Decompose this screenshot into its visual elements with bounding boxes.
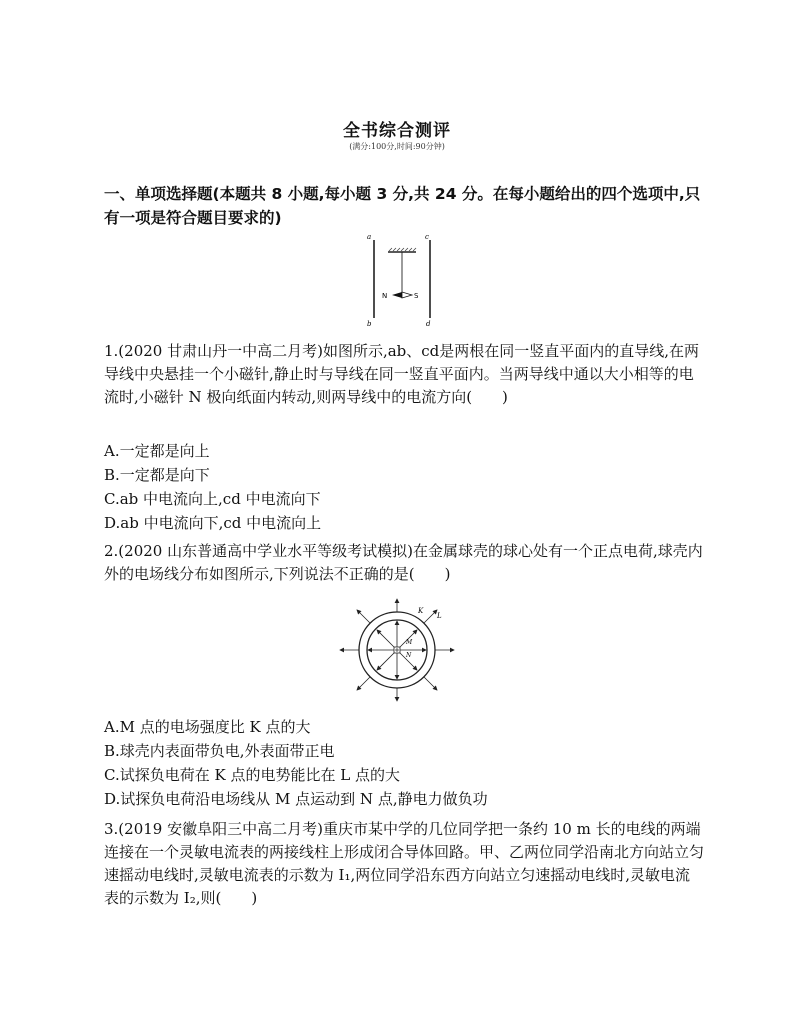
label-a: a — [367, 233, 372, 241]
q1-option-c: C.ab 中电流向上,cd 中电流向下 — [104, 490, 321, 508]
label-n2: N — [406, 652, 412, 659]
label-l: L — [437, 612, 442, 620]
label-d: d — [426, 320, 431, 328]
q1-figure — [362, 230, 442, 330]
question-3-stem: 3.(2019 安徽阜阳三中高二月考)重庆市某中学的几位同学把一条约 10 m 长的电线的两端连接在一个灵敏电流表的两接线柱上形成闭合导体回路。甲、乙两位同学沿南北方向站立匀速摇动电线时,灵敏电流表的示数为 I₁,两位同学沿东西方向站立匀速摇动电线时,灵敏电流表的示数为 I₂,则( ) — [104, 820, 705, 907]
page-subtitle: (满分:100分,时间:90分钟) — [349, 142, 445, 151]
label-k: K — [418, 607, 424, 615]
compass-needle-s — [402, 292, 412, 298]
q2-option-c: C.试探负电荷在 K 点的电势能比在 L 点的大 — [104, 766, 400, 784]
compass-needle-n — [392, 292, 402, 298]
q1-option-a: A.一定都是向上 — [104, 442, 210, 460]
q1-option-d: D.ab 中电流向下,cd 中电流向上 — [104, 514, 322, 532]
page-title: 全书综合测评 — [343, 121, 451, 141]
label-b: b — [367, 320, 372, 328]
ceiling-hatch — [389, 248, 416, 251]
q2-option-b: B.球壳内表面带负电,外表面带正电 — [104, 742, 335, 760]
q2-option-a: A.M 点的电场强度比 K 点的大 — [104, 718, 311, 736]
question-2-stem: 2.(2020 山东普通高中学业水平等级考试模拟)在金属球壳的球心处有一个正点电荷,球壳内外的电场线分布如图所示,下列说法不正确的是( ) — [104, 542, 703, 583]
label-m: M — [406, 639, 413, 646]
q1-option-b: B.一定都是向下 — [104, 466, 210, 484]
question-1-stem: 1.(2020 甘肃山丹一中高二月考)如图所示,ab、cd是两根在同一竖直平面内的直导线,在两导线中央悬挂一个小磁针,静止时与导线在同一竖直平面内。当两导线中通以大小相等的电流时,小磁针 N 极向纸面内转动,则两导线中的电流方向( ) — [104, 342, 700, 406]
q2-option-d: D.试探负电荷沿电场线从 M 点运动到 N 点,静电力做负功 — [104, 790, 488, 808]
label-s: S — [414, 292, 419, 300]
label-n: N — [382, 292, 388, 300]
section-heading: 一、单项选择题(本题共 8 小题,每小题 3 分,共 24 分。在每小题给出的四个选项中,只有一项是符合题目要求的) — [104, 185, 701, 227]
q2-figure — [336, 598, 458, 702]
label-c: c — [425, 233, 429, 241]
